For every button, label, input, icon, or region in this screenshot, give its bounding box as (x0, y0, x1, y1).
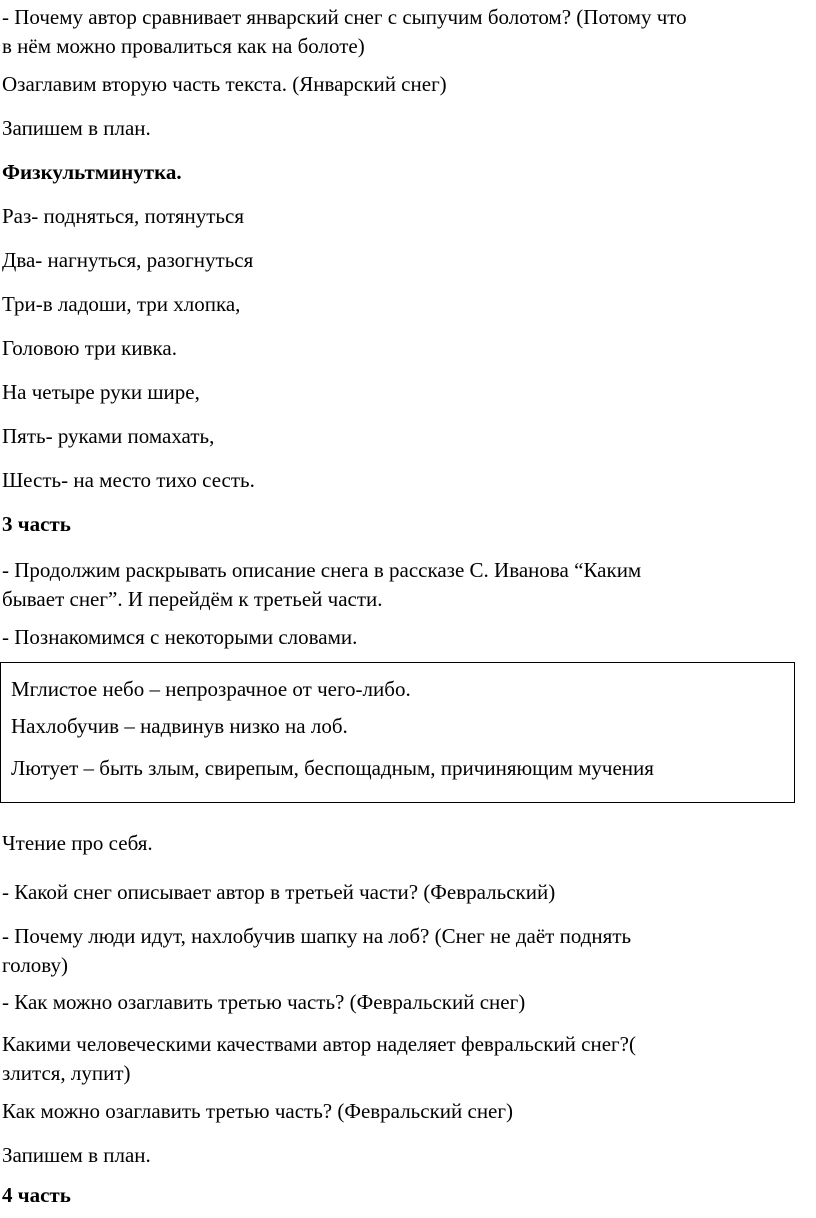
exercise-line-3: Три-в ладоши, три хлопка, (2, 292, 241, 316)
intro-line-2: бывает снег”. И перейдём к третьей части. (2, 587, 383, 611)
question-line-1: - Почему автор сравнивает январский снег с сыпучим болотом? (Потому что (2, 5, 687, 29)
exercise-heading: Физкультминутка. (2, 160, 182, 184)
vocabulary-item-2: Нахлобучив – надвинув низко на лоб. (11, 714, 348, 738)
exercise-line-6: Пять- руками помахать, (2, 424, 215, 448)
vocabulary-intro: - Познакомимся с некоторыми словами. (2, 625, 358, 649)
vocabulary-box (0, 662, 795, 803)
question-snow-type: - Какой снег описывает автор в третьей части? (Февральский) (2, 880, 556, 904)
reading-line: Чтение про себя. (2, 831, 153, 855)
part-3-heading: 3 часть (2, 512, 71, 536)
question-people-line-1: - Почему люди идут, нахлобучив шапку на лоб? (Снег не даёт поднять (2, 924, 632, 948)
title-part-2-line: Озаглавим вторую часть текста. (Январский снег) (2, 72, 447, 96)
write-plan-line: Запишем в план. (2, 116, 151, 140)
question-title-part-3: - Как можно озаглавить третью часть? (Февральский снег) (2, 990, 526, 1014)
question-qualities-line-1: Какими человеческими качествами автор наделяет февральский снег?( (2, 1032, 636, 1056)
exercise-line-5: На четыре руки шире, (2, 380, 200, 404)
question-people-line-2: голову) (2, 953, 68, 977)
exercise-line-4: Головою три кивка. (2, 336, 177, 360)
question-qualities-line-2: злится, лупит) (2, 1061, 131, 1085)
exercise-line-1: Раз- подняться, потянуться (2, 204, 244, 228)
question-line-2: в нём можно провалиться как на болоте) (2, 34, 365, 58)
vocabulary-item-1: Мглистое небо – непрозрачное от чего-либо. (11, 677, 411, 701)
write-plan-line-2: Запишем в план. (2, 1143, 151, 1167)
vocabulary-item-3: Лютует – быть злым, свирепым, беспощадным, причиняющим мучения (11, 756, 654, 780)
exercise-line-2: Два- нагнуться, разогнуться (2, 248, 254, 272)
intro-line-1: - Продолжим раскрывать описание снега в рассказе С. Иванова “Каким (2, 558, 642, 582)
part-4-heading: 4 часть (2, 1183, 71, 1207)
exercise-line-7: Шесть- на место тихо сесть. (2, 468, 255, 492)
question-title-repeat: Как можно озаглавить третью часть? (Февральский снег) (2, 1099, 513, 1123)
